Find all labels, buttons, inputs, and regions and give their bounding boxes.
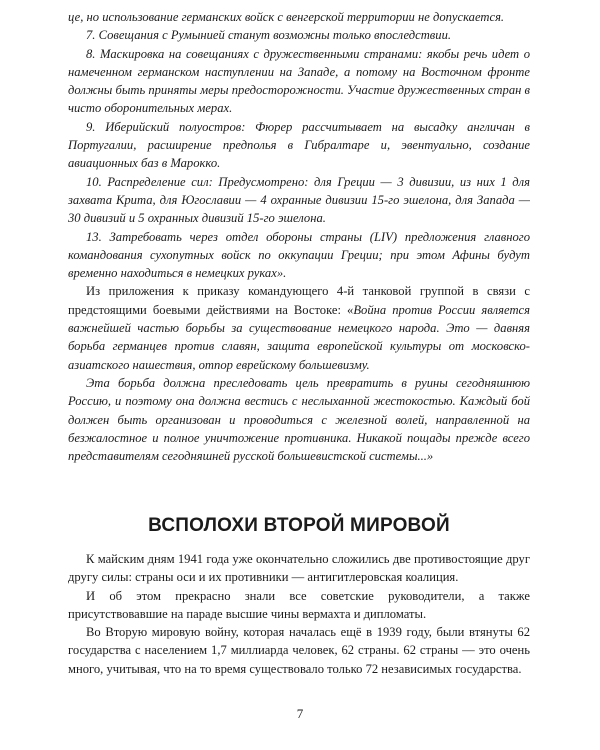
bottom-text-block [68,550,530,678]
paragraph-soviet-leaders: И об этом прекрасно знали все советские руководители, а также присутствовавшие на параде высшие чины вермахта и дипломаты. [68,588,530,621]
paragraph-appendix-quote: Эта борьба должна преследовать цель превратить в руины сегодняшнюю Россию, и поэтому она должна вестись с неслыханной жестокостью. Каждый бой должен быть организован и проводиться с железной волей, направленной на безжалостное и полное уничтожение противника. Никакой пощады прежде всего представителям сегодняшней русской большевистской системы...» [68,375,530,464]
paragraph-item-8: 8. Маскировка на совещаниях с дружественными странами: якобы речь идет о намеченном германском наступлении на Западе, а потому на Восточном фронте должны быть приняты меры предосторожности. Участие дружественных стран в чисто оборонительных мерах. [68,46,530,116]
paragraph-appendix [68,282,530,373]
section-title: ВСПОЛОХИ ВТОРОЙ МИРОВОЙ [148,515,450,536]
appendix-quote: Война против России является важнейшей частью борьбы за существование немецкого народа. Это — давняя борьба германцев против славян, защита европейской культуры от московско-азиатского нашествия, отпор еврейскому большевизму. [68,302,530,372]
appendix-intro: Из приложения к приказу командующего 4-й танковой группой в связи с предстоящими боевыми действиями на Востоке: « [68,284,530,317]
paragraph-item-13: 13. Затребовать через отдел обороны страны (LIV) предложения главного командования сухопутных войск по оккупации Греции; при этом Афины будут временно находиться в немецких руках». [68,229,530,281]
paragraph-item-7: 7. Совещания с Румынией станут возможны только впоследствии. [86,28,452,43]
paragraph-may-1941: К майским дням 1941 года уже окончательно сложились две противостоящие друг другу силы: страны оси и их противники — антигитлеровская коалиция. [68,552,530,585]
top-text-block [68,8,530,465]
paragraph-ww2-states: Во Вторую мировую войну, которая началась ещё в 1939 году, были втянуты 62 государства с населением 1,7 миллиарда человек, 62 страны. 62 страны — это очень много, учитывая, что на то время существовало только 72 независимых государства. [68,625,530,676]
paragraph-item-10: 10. Распределение сил: Предусмотрено: для Греции — 3 дивизии, из них 1 для захвата Крита, для Югославии — 4 охранные дивизии 15-го эшелона, для Запада — 30 дивизий и 5 охранных дивизий 15-го эшелона. [68,174,530,226]
paragraph-item-9: 9. Иберийский полуостров: Фюрер рассчитывает на высадку англичан в Португалии, расширение предполья в Гибралтаре и, эвентуально, создание авиационных баз в Марокко. [68,119,530,171]
paragraph-continuation: це, но использование германских войск с венгерской территории не допускается. [68,10,505,24]
page-number: 7 [296,706,304,721]
